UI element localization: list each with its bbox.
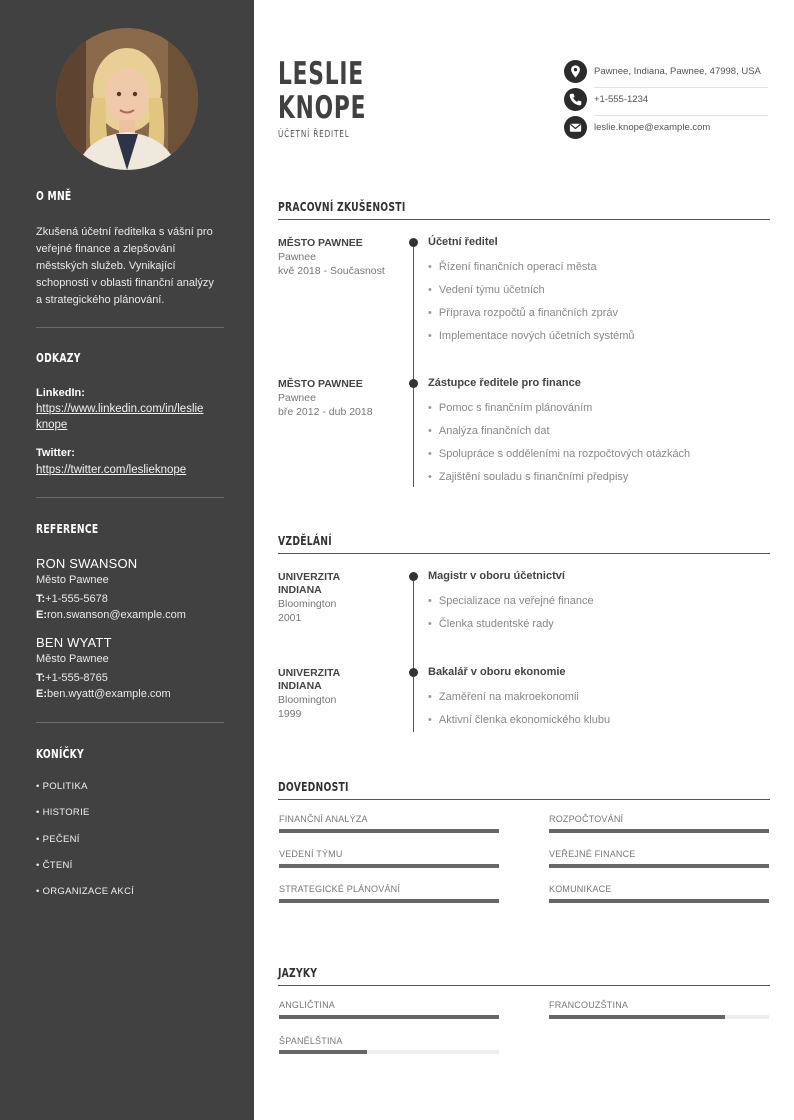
sidebar [0, 0, 254, 1120]
education-location: Bloomington [278, 598, 337, 610]
skill-bar-fill [279, 899, 499, 903]
reference-email [36, 688, 171, 700]
phone-value: +1-555-5678 [45, 593, 108, 605]
experience-org: MĚSTO PAWNEE [278, 378, 363, 390]
language-bar [549, 1015, 769, 1019]
phone-text: +1-555-1234 [594, 94, 649, 105]
linkedin-link[interactable]: https://www.linkedin.com/in/leslie knope [36, 403, 204, 431]
education-org: UNIVERZITA INDIANA [278, 571, 340, 596]
reference-phone [36, 672, 108, 684]
about-heading: O MNĚ [36, 188, 72, 203]
location-pin-icon [564, 60, 587, 83]
phone-label: T: [36, 672, 46, 684]
phone-value: +1-555-8765 [45, 672, 108, 684]
timeline-dot [409, 238, 418, 247]
section-rule [278, 799, 770, 800]
links-heading: ODKAZY [36, 350, 81, 365]
reference-phone [36, 593, 108, 605]
experience-org: MĚSTO PAWNEE [278, 237, 363, 249]
education-year: 1999 [278, 708, 302, 720]
hobby-item: • POLITIKA [36, 781, 88, 792]
education-degree: Bakalář v oboru ekonomie [428, 666, 566, 678]
skill-bar [549, 899, 769, 903]
education-bullet: • Aktivní členka ekonomického klubu [428, 714, 610, 726]
experience-bullet: • Analýza finančních dat [428, 425, 550, 437]
contact-phone [564, 88, 768, 116]
experience-location: Pawnee [278, 392, 316, 404]
skill-label: STRATEGICKÉ PLÁNOVÁNÍ [279, 884, 401, 894]
timeline-dot [409, 379, 418, 388]
education-bullet: • Zaměření na makroekonomii [428, 691, 579, 703]
skill-label: FINANČNÍ ANALÝZA [279, 814, 368, 824]
section-rule [278, 985, 770, 986]
envelope-icon [564, 116, 587, 139]
skill-bar-fill [279, 864, 499, 868]
skill-bar-fill [549, 899, 769, 903]
timeline-dot [409, 572, 418, 581]
experience-bullet: • Řízení finančních operací města [428, 261, 597, 273]
hobbies-heading: KONÍČKY [36, 746, 84, 761]
skill-bar [279, 864, 499, 868]
skill-bar-fill [279, 829, 499, 833]
contact-email[interactable] [564, 116, 768, 144]
divider [36, 497, 224, 498]
experience-timeline [413, 242, 414, 487]
skill-bar-fill [549, 864, 769, 868]
contact-address [564, 60, 768, 88]
first-name: LESLIE [278, 56, 364, 92]
education-bullet: • Členka studentské rady [428, 618, 554, 630]
experience-dates: kvě 2018 - Současnost [278, 265, 385, 277]
skill-label: VEDENÍ TÝMU [279, 849, 343, 859]
phone-label: T: [36, 593, 46, 605]
email-text[interactable]: leslie.knope@example.com [594, 122, 711, 133]
education-timeline [413, 576, 414, 732]
skill-bar [279, 829, 499, 833]
education-org: UNIVERZITA INDIANA [278, 667, 340, 692]
language-bar-fill [279, 1015, 499, 1019]
address-text: Pawnee, Indiana, Pawnee, 47998, USA [594, 66, 761, 77]
language-bar-fill [549, 1015, 725, 1019]
email-value: ben.wyatt@example.com [47, 688, 171, 700]
reference-org: Město Pawnee [36, 653, 109, 665]
hobby-item: • HISTORIE [36, 807, 90, 818]
hobby-item: • ČTENÍ [36, 860, 73, 871]
reference-org: Město Pawnee [36, 574, 109, 586]
job-title: ÚČETNÍ ŘEDITEL [278, 129, 350, 140]
skill-label: KOMUNIKACE [549, 884, 612, 894]
education-degree: Magistr v oboru účetnictví [428, 570, 565, 582]
reference-email [36, 609, 186, 621]
references-heading: REFERENCE [36, 521, 99, 536]
experience-bullet: • Pomoc s finančním plánováním [428, 402, 592, 414]
education-location: Bloomington [278, 694, 337, 706]
experience-heading: PRACOVNÍ ZKUŠENOSTI [278, 199, 406, 214]
experience-role: Zástupce ředitele pro finance [428, 377, 581, 389]
about-text: Zkušená účetní ředitelka s vášní pro veřejné finance a zlepšování městských služeb. Vynikající schopnosti v oblasti finanční analýzy a strategického plánování. [36, 226, 214, 306]
email-label: E: [36, 688, 47, 700]
experience-bullet: • Implementace nových účetních systémů [428, 330, 635, 342]
language-label: ANGLIČTINA [279, 1000, 336, 1010]
experience-bullet: • Spolupráce s odděleními na rozpočtových otázkách [428, 448, 690, 460]
linkedin-label: LinkedIn: [36, 387, 85, 399]
languages-heading: JAZYKY [278, 965, 318, 980]
reference-name: BEN WYATT [36, 635, 112, 650]
twitter-label: Twitter: [36, 447, 75, 459]
language-bar [279, 1050, 499, 1054]
email-value: ron.swanson@example.com [47, 609, 186, 621]
experience-role: Účetní ředitel [428, 236, 498, 248]
skill-bar [279, 899, 499, 903]
hobby-item: • PEČENÍ [36, 834, 80, 845]
language-label: ŠPANĚLŠTINA [279, 1036, 343, 1046]
portrait-photo [56, 28, 198, 170]
experience-bullet: • Vedení týmu účetních [428, 284, 545, 296]
phone-icon [564, 88, 587, 111]
hobby-item: • ORGANIZACE AKCÍ [36, 886, 135, 897]
section-rule [278, 553, 770, 554]
experience-location: Pawnee [278, 251, 316, 263]
experience-bullet: • Příprava rozpočtů a finančních zpráv [428, 307, 618, 319]
skills-heading: DOVEDNOSTI [278, 779, 349, 794]
skill-label: ROZPOČTOVÁNÍ [549, 814, 624, 824]
twitter-link[interactable]: https://twitter.com/leslieknope [36, 464, 187, 476]
email-label: E: [36, 609, 47, 621]
skill-bar-fill [549, 829, 769, 833]
skill-label: VEŘEJNÉ FINANCE [549, 849, 636, 859]
divider [36, 327, 224, 328]
education-heading: VZDĚLÁNÍ [278, 533, 332, 548]
avatar [56, 28, 198, 170]
language-label: FRANCOUZŠTINA [549, 1000, 629, 1010]
language-bar-fill [279, 1050, 367, 1054]
language-bar [279, 1015, 499, 1019]
skill-bar [549, 864, 769, 868]
last-name: KNOPE [278, 90, 367, 126]
skill-bar [549, 829, 769, 833]
education-bullet: • Specializace na veřejné finance [428, 595, 594, 607]
education-year: 2001 [278, 612, 302, 624]
reference-name: RON SWANSON [36, 556, 138, 571]
section-rule [278, 219, 770, 220]
experience-dates: bře 2012 - dub 2018 [278, 406, 373, 418]
timeline-dot [409, 668, 418, 677]
divider [36, 722, 224, 723]
experience-bullet: • Zajištění souladu s finančními předpisy [428, 471, 628, 483]
